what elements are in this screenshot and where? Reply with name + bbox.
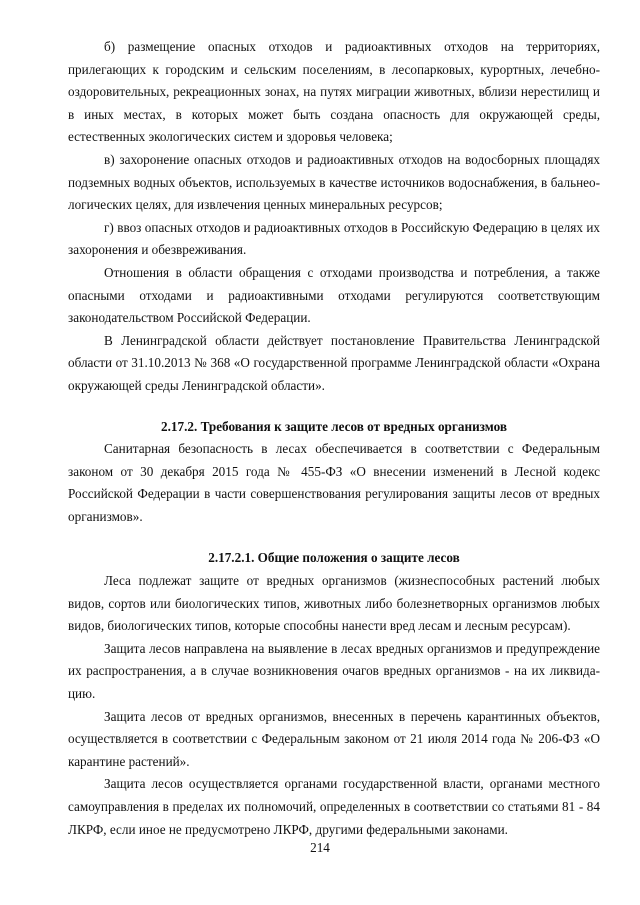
paragraph-sanitary-safety: Санитарная безопасность в лесах обеспечивается в соответствии с Федеральным законом от 30 декабря 2015 года № 455-ФЗ «О внесении изменений в Лесной кодекс Российской Федерации в части совершенствования регулирования защиты лесов от вредных организмов». [68,441,600,524]
section-heading-2-17-2-1: 2.17.2.1. Общие положения о защите лесов [208,550,460,566]
page-number: 214 [310,840,330,855]
paragraph-forest-protection-harmful: Леса подлежат защите от вредных организмов (жизнеспособных растений любых видов, сортов или биологических типов, животных либо болезнетворных организмов любых видов, биологических типов, которые способны нанести вред лесам и лесным ресурсам). [68,573,600,634]
section-heading-2-17-2: 2.17.2. Требования к защите лесов от вредных организмов [161,418,507,434]
paragraph-waste-legislation: Отношения в области обращения с отходами производства и потребления, а также опасными отходами и радиоактивными отходами регулируются соответствующим законодательством Российской Федерации. [68,264,600,326]
paragraph-item-g: г) ввоз опасных отходов и радиоактивных отходов в Российскую Федерацию в целях их захоронения и обезвреживания. [68,219,600,258]
paragraph-item-b: б) размещение опасных отходов и радиоактивных отходов на территориях, прилегающих к городским и сельским поселениям, в лесопарковых, курортных, лечебно-оздоровительных, рекреационных зонах, на путях миграции животных, вблизи нерестилищ и в иных местах, в которых может быть создана опасность для окружающей среды, естественных экологических систем и здоровья человека; [68,39,600,145]
paragraph-authorities: Защита лесов осуществляется органами государственной власти, органами местного самоуправления в пределах их полномочий, определенных в соответствии со статьями 81 - 84 ЛКРФ, если иное не предусмотрено ЛКРФ, другими федеральными законами. [68,776,600,837]
document-page [68,36,600,841]
paragraph-item-v: в) захоронение опасных отходов и радиоактивных отходов на водосборных площадях подземных водных объектов, используемых в качестве источников водоснабжения, в бальнеологических целях, для извлечения ценных минеральных ресурсов; [68,151,600,213]
paragraph-quarantine: Защита лесов от вредных организмов, внесенных в перечень карантинных объектов, осуществляется в соответствии с Федеральным законом от 21 июля 2014 года № 206-ФЗ «О карантине растений». [68,708,600,769]
paragraph-forest-protection-aim: Защита лесов направлена на выявление в лесах вредных организмов и предупреждение их распространения, а в случае возникновения очагов вредных организмов - на их ликвидацию. [68,640,600,702]
paragraph-leningrad-resolution: В Ленинградской области действует постановление Правительства Ленинградской области от 31.10.2013 № 368 «О государственной программе Ленинградской области «Охрана окружающей среды Ленинградской области». [68,332,600,393]
